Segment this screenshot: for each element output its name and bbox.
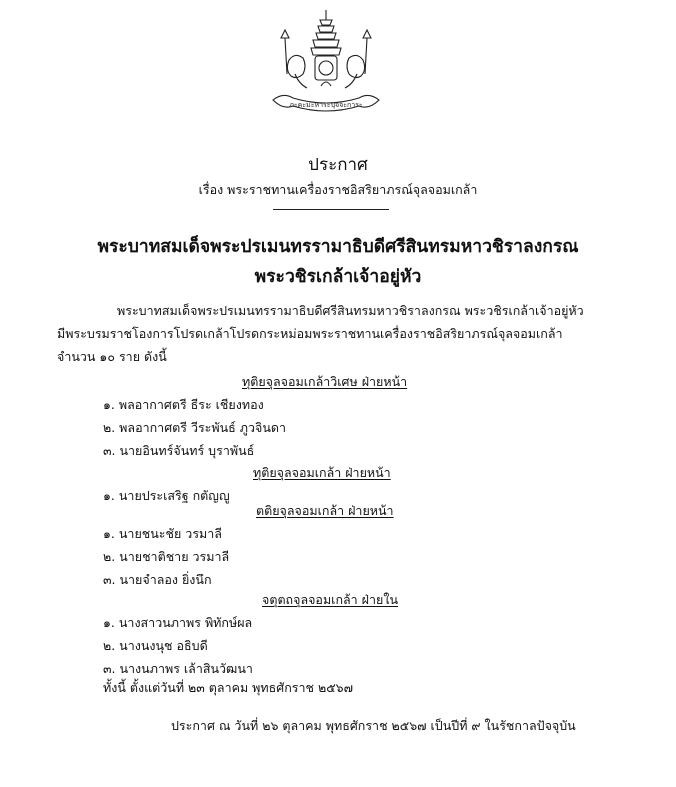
section-heading-3: ตติยจุลจอมเกล้า ฝ่ายหน้า [256,503,394,518]
body-line-1: พระบาทสมเด็จพระปรเมนทรรามาธิบดีศรีสินทรมหาวชิราลงกรณ พระวชิรเกล้าเจ้าอยู่หัว [117,303,584,318]
section-heading-4: จตุตถจุลจอมเกล้า ฝ่ายใน [262,592,398,607]
effective-date: ทั้งนี้ ตั้งแต่วันที่ ๒๓ ตุลาคม พุทธศักราช ๒๕๖๗ [103,680,353,695]
list-item: ๑. นางสาวนภาพร พิทักษ์ผล [103,615,253,630]
document-subject: เรื่อง พระราชทานเครื่องราชอิสริยาภรณ์จุลจอมเกล้า [198,182,478,197]
list-item: ๓. นายอินทร์จันทร์ บุราพันธ์ [103,443,255,458]
list-item: ๓. นายจำลอง ยิ่งนึก [103,572,212,587]
emblem-motto: ภะคะมะหาระปุจจะการะ [289,101,363,109]
document-title: ประกาศ [308,155,368,175]
body-line-3: จำนวน ๑๐ ราย ดังนี้ [57,349,167,364]
section-heading-2: ทุติยจุลจอมเกล้า ฝ่ายหน้า [253,465,391,480]
list-item: ๒. นางนงนุช อธิบดี [103,638,208,653]
list-item: ๒. นายชาติชาย วรมาลี [103,549,230,564]
royal-emblem-drawing [263,8,389,118]
list-item: ๓. นางนภาพร เล้าสินวัฒนา [103,661,253,676]
king-name-line2: พระวชิรเกล้าเจ้าอยู่หัว [254,267,422,287]
section-heading-1: ทุติยจุลจอมเกล้าวิเศษ ฝ่ายหน้า [242,374,408,389]
royal-emblem [263,8,389,118]
body-line-2: มีพระบรมราชโองการโปรดเกล้าโปรดกระหม่อมพระราชทานเครื่องราชอิสริยาภรณ์จุลจอมเกล้า [57,326,563,341]
king-name-line1: พระบาทสมเด็จพระปรเมนทรรามาธิบดีศรีสินทรมหาวชิราลงกรณ [97,237,579,257]
list-item: ๒. พลอากาศตรี วีระพันธ์ ภูวจินดา [103,420,287,435]
list-item: ๑. นายชนะชัย วรมาลี [103,526,222,541]
list-item: ๑. พลอากาศตรี ธีระ เชียงทอง [103,397,264,412]
divider-line [273,209,389,210]
proclamation-footer: ประกาศ ณ วันที่ ๒๖ ตุลาคม พุทธศักราช ๒๕๖๗ เป็นปีที่ ๙ ในรัชกาลปัจจุบัน [171,718,576,733]
list-item: ๑. นายประเสริฐ กตัญญู [103,488,230,503]
